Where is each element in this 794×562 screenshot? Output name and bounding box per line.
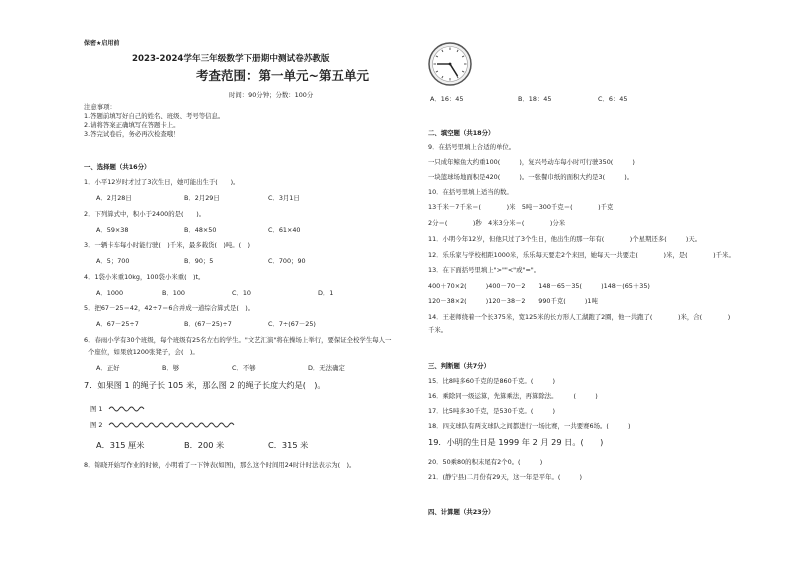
figure-1-label: 图 1 — [90, 405, 103, 413]
section-heading-choice: 一、选择题（共16分） — [84, 163, 151, 171]
option: C．315 米 — [268, 440, 309, 450]
section-heading-judge: 三、判断题（共7分） — [428, 362, 490, 370]
question-13: 13．在下面括号里填上">""<"或"="。 — [428, 266, 541, 274]
question-9-line: 一只成年鲸鱼大约重100( )，复兴号动车每小时可行驶350( ) — [428, 158, 635, 166]
question-18: 18．四支球队有两支球队之间都进行一场比赛，一共要赛6场。( ) — [428, 422, 631, 430]
question-11: 11．小明今年12岁，但他只过了3个生日，他出生的那一年有( )个星期还多( )天。 — [428, 235, 702, 243]
rope-2-icon — [108, 420, 238, 430]
note-item: 1.答题前填写好自己的姓名、班级、考号等信息。 — [84, 112, 225, 120]
question-19: 19．小明的生日是 1999 年 2 月 29 日。( ) — [428, 437, 604, 447]
note-item: 2.请将答案正确填写在答题卡上。 — [84, 121, 180, 129]
question-1: 1．小平12岁时才过了3次生日，她可能出生于( )。 — [84, 178, 240, 186]
figure-2-label: 图 2 — [90, 421, 103, 429]
question-10-line: 13千米－7千米＝( )米 5吨－300千克＝( )千克 — [428, 203, 614, 211]
option: A．5；700 — [96, 257, 130, 265]
option: B．18：45 — [518, 95, 552, 103]
question-9: 9．在括号里填上合适的单位。 — [428, 143, 516, 151]
option: B．(67－25)÷7 — [184, 320, 232, 328]
option: B．2月29日 — [184, 194, 220, 202]
question-13-line: 120－38×2( )120－38－2 990千克( )1吨 — [428, 297, 598, 305]
option: B．200 米 — [184, 440, 225, 450]
question-15: 15．比8吨多60千克的是860千克。( ) — [428, 377, 555, 385]
option: A．1000 — [96, 289, 124, 297]
section-heading-calc: 四、计算题（共23分） — [428, 508, 495, 516]
question-10: 10．在括号里填上适当的数。 — [428, 188, 513, 196]
notes-heading: 注意事项： — [84, 103, 116, 111]
option: A．16：45 — [430, 95, 464, 103]
option: A．2月28日 — [96, 194, 132, 202]
option: C．7÷(67－25) — [268, 320, 316, 328]
option: D．1 — [318, 289, 334, 297]
question-2: 2．下列算式中，积小于2400的是( )。 — [84, 210, 206, 218]
question-17: 17．比5吨多30千克，是530千克。( ) — [428, 407, 555, 415]
option: B．90；5 — [184, 257, 214, 265]
exam-meta: 时间：90分钟；分数：100分 — [229, 91, 314, 99]
note-item: 3.答完试卷后，务必再次检查哦！ — [84, 130, 180, 138]
option: C．3月1日 — [268, 194, 300, 202]
option: C．6：45 — [598, 95, 628, 103]
option: C．10 — [232, 289, 251, 297]
clock-icon — [428, 42, 472, 86]
option: A．315 厘米 — [96, 440, 145, 450]
question-14: 14．王老师绕着一个长375米，宽125米的长方形人工湖跑了2圈，他一共跑了( )米，合( ) — [428, 313, 731, 321]
option: B．100 — [162, 289, 185, 297]
option: C．61×40 — [268, 226, 301, 234]
question-12: 12．乐乐家与学校相距1000米，乐乐每天要走2个来回，她每天一共要走( )米，是( )千米。 — [428, 251, 735, 259]
option: A．67－25÷7 — [96, 320, 139, 328]
question-8: 8．锦晓开始写作业的时候，小明看了一下钟表(如图)，那么这个时间用24时计时法表示为( )。 — [84, 461, 356, 469]
exam-title: 2023-2024学年三年级数学下册期中测试卷苏教版 — [132, 54, 330, 64]
option: B．够 — [162, 364, 180, 372]
question-9-line: 一块篮球场地面积是420( )。一张餐巾纸的面积大约是3( )。 — [428, 173, 634, 181]
rope-1-icon — [108, 404, 148, 414]
option: D．无法确定 — [308, 364, 345, 372]
question-3: 3．一辆卡车每小时能行驶( )千米，最多载货( )吨。( ) — [84, 241, 251, 249]
secret-label: 保密★启用前 — [84, 40, 120, 47]
option: A．59×38 — [96, 226, 129, 234]
question-4: 4．1袋小米重10kg，100袋小米重( )t。 — [84, 273, 205, 281]
question-14-cont: 千米。 — [428, 326, 448, 334]
section-heading-fill: 二、填空题（共18分） — [428, 129, 495, 137]
option: B．48×50 — [184, 226, 217, 234]
option: A．正好 — [96, 364, 120, 372]
option: C．700；90 — [268, 257, 306, 265]
question-5: 5．把67－25＝42，42÷7＝6合并成一道综合算式是( )。 — [84, 304, 255, 312]
question-10-line: 2分＝( )秒 4米3分米＝( )分米 — [428, 219, 566, 227]
question-21: 21．(静宁县)二月份有29天，这一年是平年。( ) — [428, 473, 583, 481]
question-13-line: 400＋70×2( )400－70－2 148－65－35( )148－(65＋35) — [428, 282, 650, 290]
option: C．不够 — [232, 364, 256, 372]
question-16: 16．乘除同一级运算，先算乘法，再算除法。 ( ) — [428, 392, 598, 400]
exam-scope: 考查范围：第一单元~第五单元 — [196, 68, 369, 83]
question-7: 7．如果图 1 的绳子长 105 米，那么图 2 的绳子长度大约是( )。 — [84, 380, 326, 390]
question-6: 6．春雨小学有30个班级，每个班级有25名左右的学生。"文艺汇演"将在操场上举行，要保证全校学生每人一 — [84, 336, 392, 344]
question-20: 20．50乘80的积末尾有2个0。( ) — [428, 458, 543, 466]
question-6-cont: 个座位，如果放1200张凳子，会( )。 — [88, 348, 199, 356]
